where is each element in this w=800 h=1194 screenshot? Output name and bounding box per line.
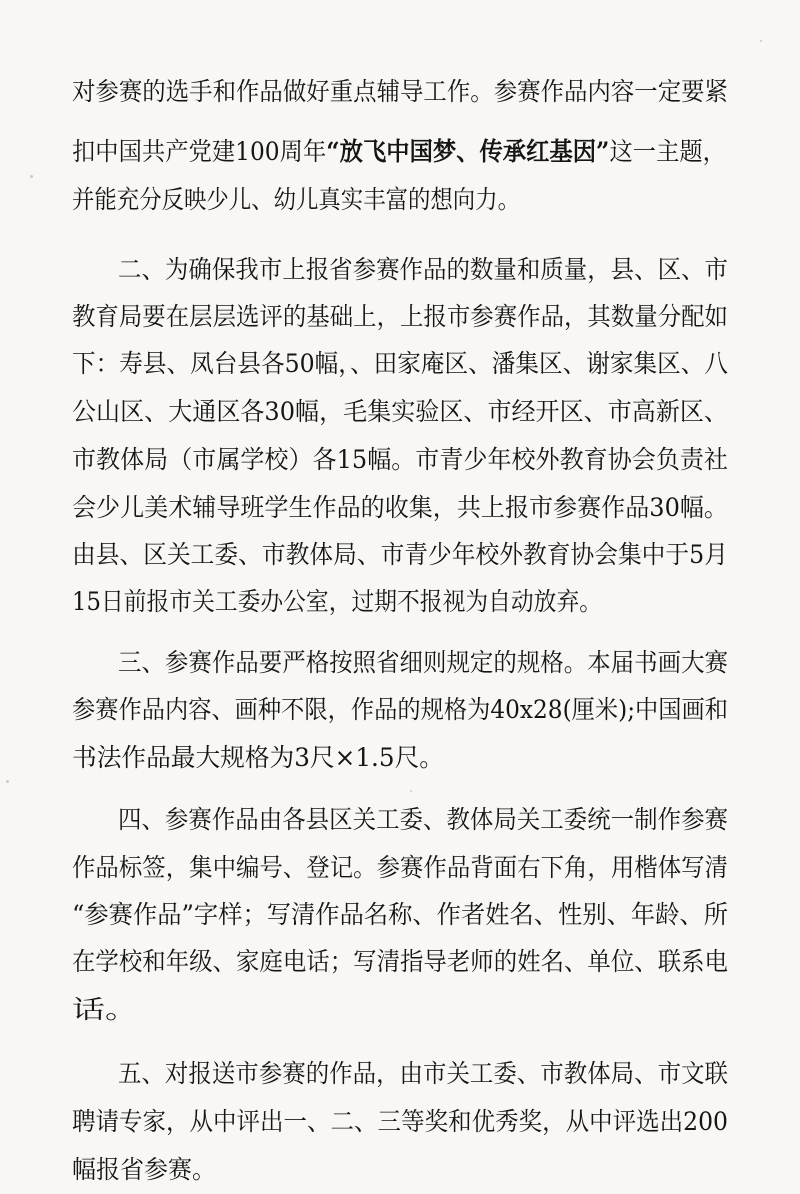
text-line bbox=[118, 252, 728, 288]
text-line bbox=[72, 346, 728, 382]
text-segment: 参赛作品内容、画种不限，作品的规格为40x28(厘米);中国画和 bbox=[72, 695, 728, 724]
text-segment: 四、参赛作品由各县区关工委、教体局关工委统一制作参赛 bbox=[118, 805, 728, 834]
text-segment: 由县、区关工委、市教体局、市青少年校外教育协会集中于5月 bbox=[72, 540, 728, 569]
text-segment: 五、对报送市参赛的作品，由市关工委、市教体局、市文联 bbox=[118, 1059, 728, 1088]
text-line bbox=[72, 299, 728, 335]
text-line bbox=[118, 645, 728, 681]
text-line bbox=[72, 1104, 728, 1140]
text-segment: “参赛作品”字样；写清作品名称、作者姓名、性别、年龄、所 bbox=[72, 900, 728, 929]
text-segment: 下：寿县、凤台县各50幅，、田家庵区、潘集区、谢家集区、八 bbox=[72, 349, 728, 378]
text-line bbox=[72, 850, 728, 886]
text-segment: 公山区、大通区各30幅，毛集实验区、市经开区、市高新区、 bbox=[72, 397, 728, 426]
text-segment: 教育局要在层层选评的基础上，上报市参赛作品，其数量分配如 bbox=[72, 302, 728, 331]
text-segment: 对参赛的选手和作品做好重点辅导工作。参赛作品内容一定要紧 bbox=[72, 77, 728, 106]
text-line bbox=[72, 442, 728, 478]
scan-speck bbox=[210, 600, 212, 602]
text-line bbox=[72, 944, 728, 980]
text-segment: 在学校和年级、家庭电话；写清指导老师的姓名、单位、联系电 bbox=[72, 947, 728, 976]
scan-speck bbox=[6, 780, 9, 783]
text-line bbox=[72, 897, 728, 933]
text-segment: 15日前报市关工委办公室，过期不报视为自动放弃。 bbox=[72, 587, 602, 616]
scan-speck bbox=[760, 40, 762, 42]
text-segment: 市教体局（市属学校）各15幅。市青少年校外教育协会负责社 bbox=[72, 445, 728, 474]
text-segment: 这一主题， bbox=[609, 137, 726, 166]
text-line bbox=[72, 134, 726, 170]
text-segment: 话。 bbox=[72, 995, 138, 1024]
text-line bbox=[72, 74, 728, 110]
text-line bbox=[72, 182, 520, 218]
text-segment: 三、参赛作品要严格按照省细则规定的规格。本届书画大赛 bbox=[118, 648, 728, 677]
text-segment: 扣中国共产党建100周年 bbox=[72, 137, 327, 166]
text-line bbox=[118, 1056, 728, 1092]
scan-speck bbox=[410, 790, 412, 792]
text-line bbox=[72, 394, 728, 430]
text-segment: 并能充分反映少儿、幼儿真实丰富的想向力。 bbox=[72, 185, 520, 214]
text-line bbox=[72, 537, 728, 573]
text-line bbox=[72, 584, 602, 620]
text-line bbox=[72, 740, 444, 776]
text-line bbox=[72, 992, 138, 1028]
text-line bbox=[118, 802, 728, 838]
text-segment: 二、为确保我市上报省参赛作品的数量和质量，县、区、市 bbox=[118, 255, 728, 284]
text-line bbox=[72, 692, 728, 728]
bold-text-segment: “放飞中国梦、传承红基因” bbox=[326, 137, 610, 166]
text-line bbox=[72, 1152, 216, 1188]
text-segment: 书法作品最大规格为3尺×1.5尺。 bbox=[72, 743, 444, 772]
scan-speck bbox=[30, 175, 33, 178]
scan-speck bbox=[640, 550, 642, 552]
text-segment: 作品标签，集中编号、登记。参赛作品背面右下角，用楷体写清 bbox=[72, 853, 728, 882]
text-segment: 聘请专家，从中评出一、二、三等奖和优秀奖，从中评选出200 bbox=[72, 1107, 728, 1136]
text-segment: 幅报省参赛。 bbox=[72, 1155, 216, 1184]
text-segment: 会少儿美术辅导班学生作品的收集，共上报市参赛作品30幅。 bbox=[72, 493, 728, 522]
text-line bbox=[72, 490, 728, 526]
